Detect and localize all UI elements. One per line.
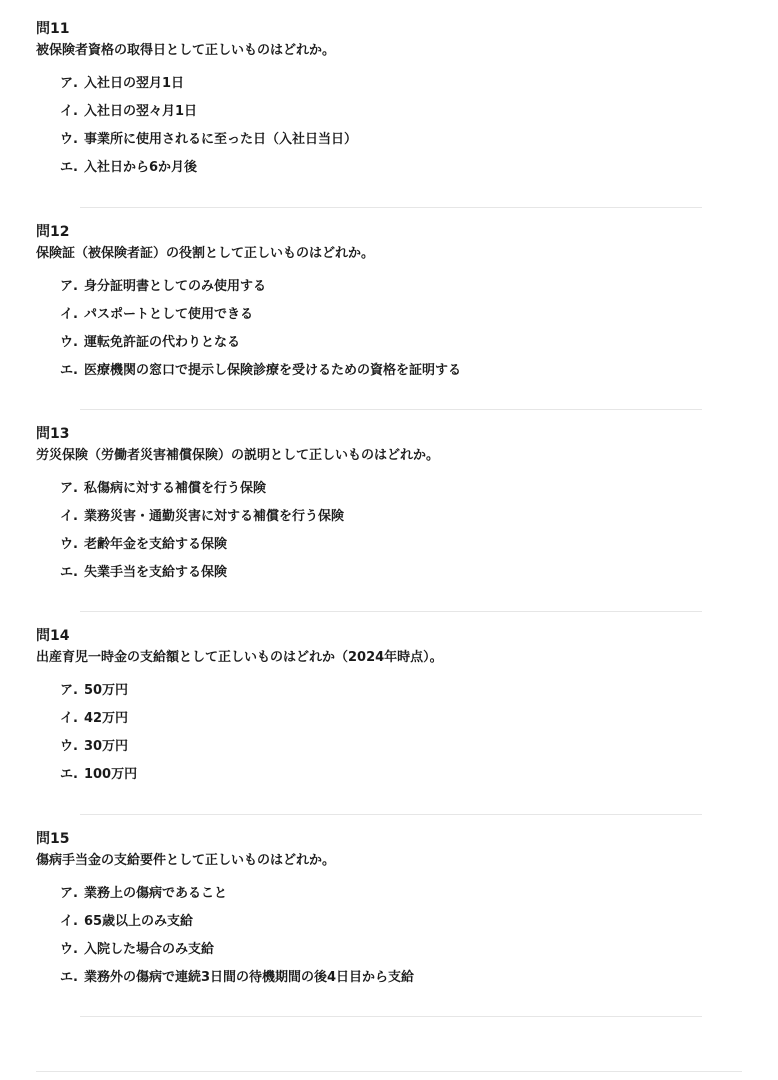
- question-text: 出産育児一時金の支給額として正しいものはどれか（2024年時点）。: [36, 650, 443, 665]
- option-label: イ.: [60, 104, 78, 119]
- question-number: 問15: [36, 831, 70, 847]
- option-item: [60, 479, 716, 499]
- question-block: [36, 627, 716, 793]
- option-text: 入社日の翌月1日: [83, 76, 184, 91]
- option-label: イ.: [60, 711, 78, 726]
- option-text: 42万円: [83, 711, 129, 726]
- option-text: 入社日から6か月後: [83, 160, 197, 175]
- option-label: ウ.: [60, 942, 78, 957]
- option-text: 65歳以上のみ支給: [83, 914, 194, 929]
- option-text: 老齢年金を支給する保険: [83, 537, 227, 552]
- option-item: [60, 968, 716, 988]
- question-text: 被保険者資格の取得日として正しいものはどれか。: [36, 43, 336, 58]
- option-label: ウ.: [60, 335, 78, 350]
- option-item: [60, 765, 716, 785]
- option-item: [60, 940, 716, 960]
- question-number: 問14: [36, 628, 70, 644]
- option-label: ア.: [60, 886, 78, 901]
- question-text: 保険証（被保険者証）の役割として正しいものはどれか。: [36, 246, 375, 261]
- option-item: [60, 535, 716, 555]
- option-label: エ.: [60, 970, 78, 985]
- option-list: [60, 479, 716, 583]
- question-number: 問11: [36, 21, 70, 37]
- option-label: ア.: [60, 76, 78, 91]
- option-text: 30万円: [83, 739, 129, 754]
- option-item: [60, 912, 716, 932]
- option-label: ア.: [60, 683, 78, 698]
- option-item: [60, 277, 716, 297]
- option-text: 身分証明書としてのみ使用する: [83, 279, 266, 294]
- option-text: 入社日の翌々月1日: [83, 104, 197, 119]
- option-text: パスポートとして使用できる: [83, 307, 253, 322]
- option-item: [60, 361, 716, 381]
- option-text: 業務災害・通勤災害に対する補償を行う保険: [83, 509, 344, 524]
- question-text: 傷病手当金の支給要件として正しいものはどれか。: [36, 853, 336, 868]
- question-block: [36, 223, 716, 389]
- option-label: エ.: [60, 565, 78, 580]
- option-text: 入院した場合のみ支給: [83, 942, 214, 957]
- option-text: 業務外の傷病で連続3日間の待機期間の後4日目から支給: [83, 970, 415, 985]
- option-label: エ.: [60, 363, 78, 378]
- option-label: エ.: [60, 767, 78, 782]
- option-text: 失業手当を支給する保険: [83, 565, 227, 580]
- option-label: イ.: [60, 914, 78, 929]
- option-item: [60, 305, 716, 325]
- option-label: ウ.: [60, 537, 78, 552]
- option-label: ウ.: [60, 132, 78, 147]
- option-item: [60, 709, 716, 729]
- divider: [80, 814, 702, 815]
- option-text: 50万円: [83, 683, 129, 698]
- question-number: 問13: [36, 426, 70, 442]
- option-label: イ.: [60, 509, 78, 524]
- option-list: [60, 277, 716, 381]
- option-text: 医療機関の窓口で提示し保険診療を受けるための資格を証明する: [83, 363, 461, 378]
- option-text: 100万円: [83, 767, 138, 782]
- option-item: [60, 507, 716, 527]
- option-text: 業務上の傷病であること: [83, 886, 227, 901]
- divider: [80, 207, 702, 208]
- question-number: 問12: [36, 224, 70, 240]
- option-item: [60, 884, 716, 904]
- question-block: [36, 20, 716, 186]
- option-text: 事業所に使用されるに至った日（入社日当日）: [83, 132, 357, 147]
- option-item: [60, 130, 716, 150]
- option-item: [60, 102, 716, 122]
- divider: [80, 611, 702, 612]
- option-text: 運転免許証の代わりとなる: [83, 335, 240, 350]
- question-text: 労災保険（労働者災害補償保険）の説明として正しいものはどれか。: [36, 448, 440, 463]
- option-item: [60, 681, 716, 701]
- option-label: ア.: [60, 481, 78, 496]
- option-text: 私傷病に対する補償を行う保険: [83, 481, 266, 496]
- option-item: [60, 563, 716, 583]
- option-list: [60, 74, 716, 178]
- divider: [80, 409, 702, 410]
- option-label: ウ.: [60, 739, 78, 754]
- page-bottom-divider: [36, 1071, 742, 1072]
- option-item: [60, 158, 716, 178]
- option-item: [60, 74, 716, 94]
- option-label: ア.: [60, 279, 78, 294]
- option-list: [60, 681, 716, 785]
- question-block: [36, 425, 716, 591]
- option-list: [60, 884, 716, 988]
- option-item: [60, 737, 716, 757]
- option-label: エ.: [60, 160, 78, 175]
- divider: [80, 1016, 702, 1017]
- option-item: [60, 333, 716, 353]
- question-block: [36, 830, 716, 996]
- option-label: イ.: [60, 307, 78, 322]
